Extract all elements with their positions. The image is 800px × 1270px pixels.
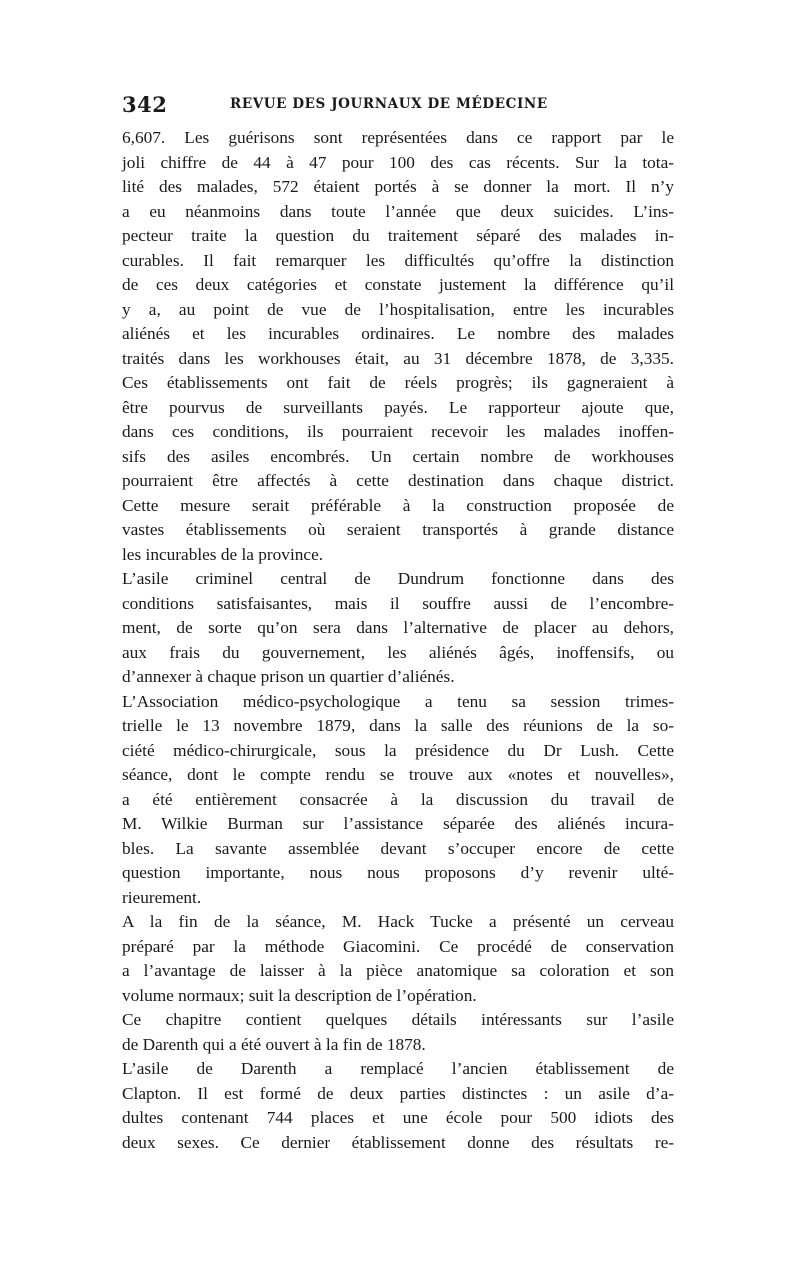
text-line: préparé par la méthode Giacomini. Ce procédé de conservation xyxy=(122,936,674,956)
text-line: sifs des asiles encombrés. Un certain nombre de workhouses xyxy=(122,446,674,466)
text-line: être pourvus de surveillants payés. Le rapporteur ajoute que, xyxy=(122,397,674,417)
text-line: ciété médico-chirurgicale, sous la présidence du Dr Lush. Cette xyxy=(122,740,674,760)
text-line: traités dans les workhouses était, au 31 décembre 1878, de 3,335. xyxy=(122,348,674,368)
text-line: séance, dont le compte rendu se trouve aux «notes et nouvelles», xyxy=(122,765,674,784)
running-head xyxy=(122,92,674,116)
text-line: 6,607. Les guérisons sont représentées dans ce rapport par le xyxy=(122,128,674,147)
text-line: pourraient être affectés à cette destination dans chaque district. xyxy=(122,471,674,490)
text-line: a eu néanmoins dans toute l’année que deux suicides. L’ins- xyxy=(122,201,674,221)
journal-title: REVUE DES JOURNAUX DE MÉDECINE xyxy=(230,96,548,112)
page-number: 342 xyxy=(122,92,168,117)
text-line: rieurement. xyxy=(122,887,202,907)
text-line: L’asile criminel central de Dundrum fonctionne dans des xyxy=(122,569,674,588)
text-line: lité des malades, 572 étaient portés à se donner la mort. Il n’y xyxy=(122,177,674,196)
text-line: ment, de sorte qu’on sera dans l’alternative de placer au dehors, xyxy=(122,618,674,637)
text-line: Ces établissements ont fait de réels progrès; ils gagneraient à xyxy=(122,373,674,392)
text-line: L’Association médico-psychologique a tenu sa session trimes- xyxy=(122,691,674,711)
text-line: joli chiffre de 44 à 47 pour 100 des cas récents. Sur la tota- xyxy=(122,152,674,172)
text-line: M. Wilkie Burman sur l’assistance séparée des aliénés incura- xyxy=(122,814,674,833)
text-line: question importante, nous nous proposons d’y revenir ulté- xyxy=(122,863,674,882)
text-line: y a, au point de vue de l’hospitalisation, entre les incurables xyxy=(122,299,674,319)
text-line: aliénés et les incurables ordinaires. Le nombre des malades xyxy=(122,324,674,343)
text-line: conditions satisfaisantes, mais il souffre aussi de l’encombre- xyxy=(122,593,674,613)
text-line: a été entièrement consacrée à la discussion du travail de xyxy=(122,789,674,809)
text-line: pecteur traite la question du traitement séparé des malades in- xyxy=(122,226,674,245)
text-line: deux sexes. Ce dernier établissement donne des résultats re- xyxy=(122,1132,674,1152)
text-line: volume normaux; suit la description de l’opération. xyxy=(122,985,477,1005)
text-line: dultes contenant 744 places et une école pour 500 idiots des xyxy=(122,1108,674,1127)
text-line: aux frais du gouvernement, les aliénés âgés, inoffensifs, ou xyxy=(122,642,674,662)
text-line: Ce chapitre contient quelques détails intéressants sur l’asile xyxy=(122,1010,674,1029)
text-line: A la fin de la séance, M. Hack Tucke a présenté un cerveau xyxy=(122,912,674,931)
text-line: Cette mesure serait préférable à la construction proposée de xyxy=(122,495,674,515)
text-line: de Darenth qui a été ouvert à la fin de 1878. xyxy=(122,1034,426,1054)
text-line: vastes établissements où seraient transportés à grande distance xyxy=(122,520,674,539)
article-text xyxy=(122,126,674,1155)
text-line: Clapton. Il est formé de deux parties distinctes : un asile d’a- xyxy=(122,1083,674,1103)
text-line: de ces deux catégories et constate justement la différence qu’il xyxy=(122,275,674,294)
text-line: les incurables de la province. xyxy=(122,544,324,564)
text-line: bles. La savante assemblée devant s’occuper encore de cette xyxy=(122,838,674,858)
text-line: a l’avantage de laisser à la pièce anatomique sa coloration et son xyxy=(122,961,674,980)
text-line: d’annexer à chaque prison un quartier d’aliénés. xyxy=(122,667,455,686)
text-line: dans ces conditions, ils pourraient recevoir les malades inoffen- xyxy=(122,422,674,441)
text-line: L’asile de Darenth a remplacé l’ancien établissement de xyxy=(122,1059,674,1078)
text-line: curables. Il fait remarquer les difficultés qu’offre la distinction xyxy=(122,250,674,270)
text-line: trielle le 13 novembre 1879, dans la salle des réunions de la so- xyxy=(122,716,674,735)
